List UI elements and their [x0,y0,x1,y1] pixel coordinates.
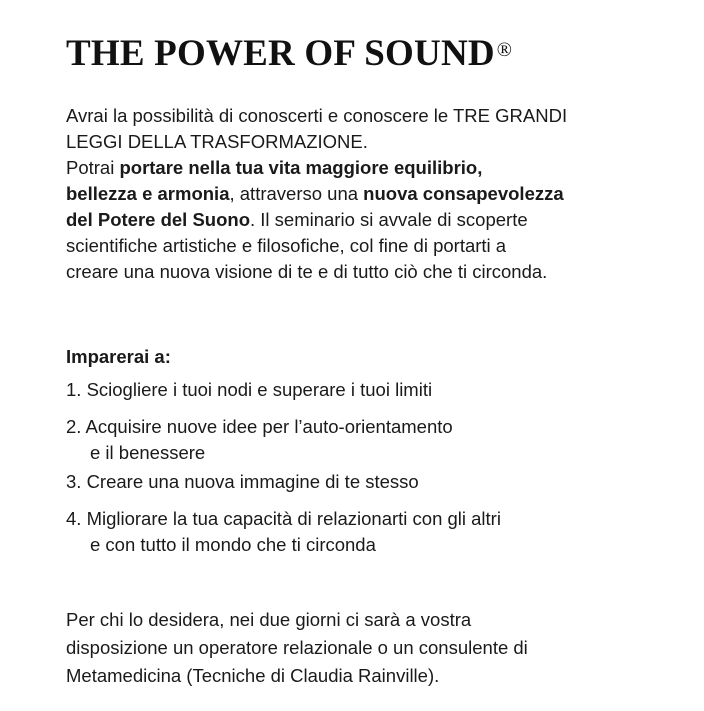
intro-line: scientifiche artistiche e filosofiche, col fine di portarti a [66,235,507,256]
registered-mark: ® [496,39,513,61]
list-item-text: 1. Sciogliere i tuoi nodi e superare i tuoi limiti [66,379,433,400]
title-text: THE POWER OF SOUND [66,33,495,74]
list-item [66,469,419,495]
intro-paragraph [66,103,567,285]
list-item [66,414,453,466]
list-item-text: 2. Acquisire nuove idee per l’auto-orientamento [66,416,453,437]
closing-line: Metamedicina (Tecniche di Claudia Rainville). [66,665,440,686]
closing-line: disposizione un operatore relazionale o un consulente di [66,637,528,658]
learn-heading: Imparerai a: [66,346,171,367]
intro-text: Potrai [66,157,120,178]
intro-emphasis: nuova consapevolezza [363,183,564,204]
list-item-text: 4. Migliorare la tua capacità di relazionarti con gli altri [66,508,501,529]
closing-paragraph [66,606,528,690]
intro-emphasis: portare nella tua vita maggiore equilibrio, [119,157,483,178]
intro-line: LEGGI DELLA TRASFORMAZIONE. [66,131,368,152]
list-item-text: 3. Creare una nuova immagine di te stesso [66,471,419,492]
intro-text: . Il seminario si avvale di scoperte [250,209,528,230]
intro-text: , attraverso una [229,183,364,204]
page-title [66,32,512,76]
list-item [66,506,501,558]
intro-line [66,181,567,207]
list-item-continuation: e con tutto il mondo che ti circonda [90,534,376,555]
closing-line: Per chi lo desidera, nei due giorni ci sarà a vostra [66,609,472,630]
intro-emphasis: del Potere del Suono [66,209,250,230]
intro-line: Avrai la possibilità di conoscerti e conoscere le TRE GRANDI [66,105,568,126]
list-item-continuation: e il benessere [90,442,206,463]
intro-emphasis: bellezza e armonia [66,183,230,204]
intro-line: creare una nuova visione di te e di tutto ciò che ti circonda. [66,261,548,282]
list-item [66,377,432,403]
intro-line [66,207,567,233]
intro-line [66,155,567,181]
